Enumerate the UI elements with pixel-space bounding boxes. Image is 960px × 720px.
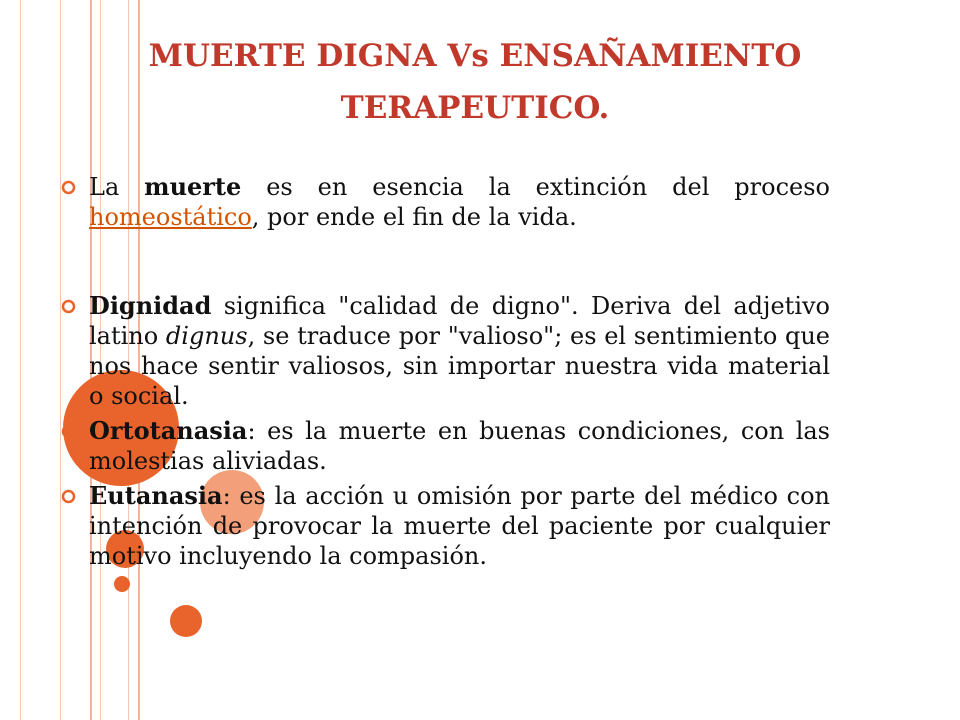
decorative-circle: [170, 605, 202, 637]
decorative-line: [20, 0, 21, 720]
ring-bullet-icon: [60, 423, 77, 440]
term-dignus: dignus: [165, 322, 248, 350]
title-line-2: TERAPEUTICO.: [340, 90, 610, 126]
bullet-dignidad: [60, 291, 830, 411]
bullet-text: es en esencia la extinción del proceso: [241, 173, 830, 201]
bullet-ortotanasia: [60, 416, 830, 476]
bullet-text: : es la acción u omisión por parte del médico con intención de provocar la muerte del paciente por cualquier motivo incluyendo la compasión.: [89, 482, 830, 570]
bullet-eutanasia: [60, 481, 830, 571]
bullet-text: La: [89, 173, 145, 201]
slide-title: [80, 30, 870, 134]
term-ortotanasia: Ortotanasia: [89, 416, 248, 445]
ring-bullet-icon: [60, 179, 77, 196]
term-dignidad: Dignidad: [89, 291, 212, 320]
title-line-1: MUERTE DIGNA Vs ENSAÑAMIENTO: [148, 38, 802, 74]
term-muerte: muerte: [144, 172, 242, 201]
ring-bullet-icon: [60, 298, 77, 315]
bullet-muerte: [60, 172, 830, 232]
decorative-circle: [114, 576, 130, 592]
ring-bullet-icon: [60, 488, 77, 505]
homeostatico-link[interactable]: homeostático: [89, 203, 252, 231]
bullet-text: : es la muerte en buenas condiciones, con las molestias aliviadas.: [89, 417, 830, 475]
bullet-text: , se traduce por "valioso"; es el sentimiento que nos hace sentir valiosos, sin importar nuestra vida material o social.: [89, 322, 831, 410]
term-eutanasia: Eutanasia: [89, 481, 223, 510]
bullet-text: significa "calidad de digno". Deriva del adjetivo latino: [89, 292, 830, 350]
bullet-list: [60, 172, 830, 571]
bullet-text: , por ende el fin de la vida.: [251, 203, 577, 231]
